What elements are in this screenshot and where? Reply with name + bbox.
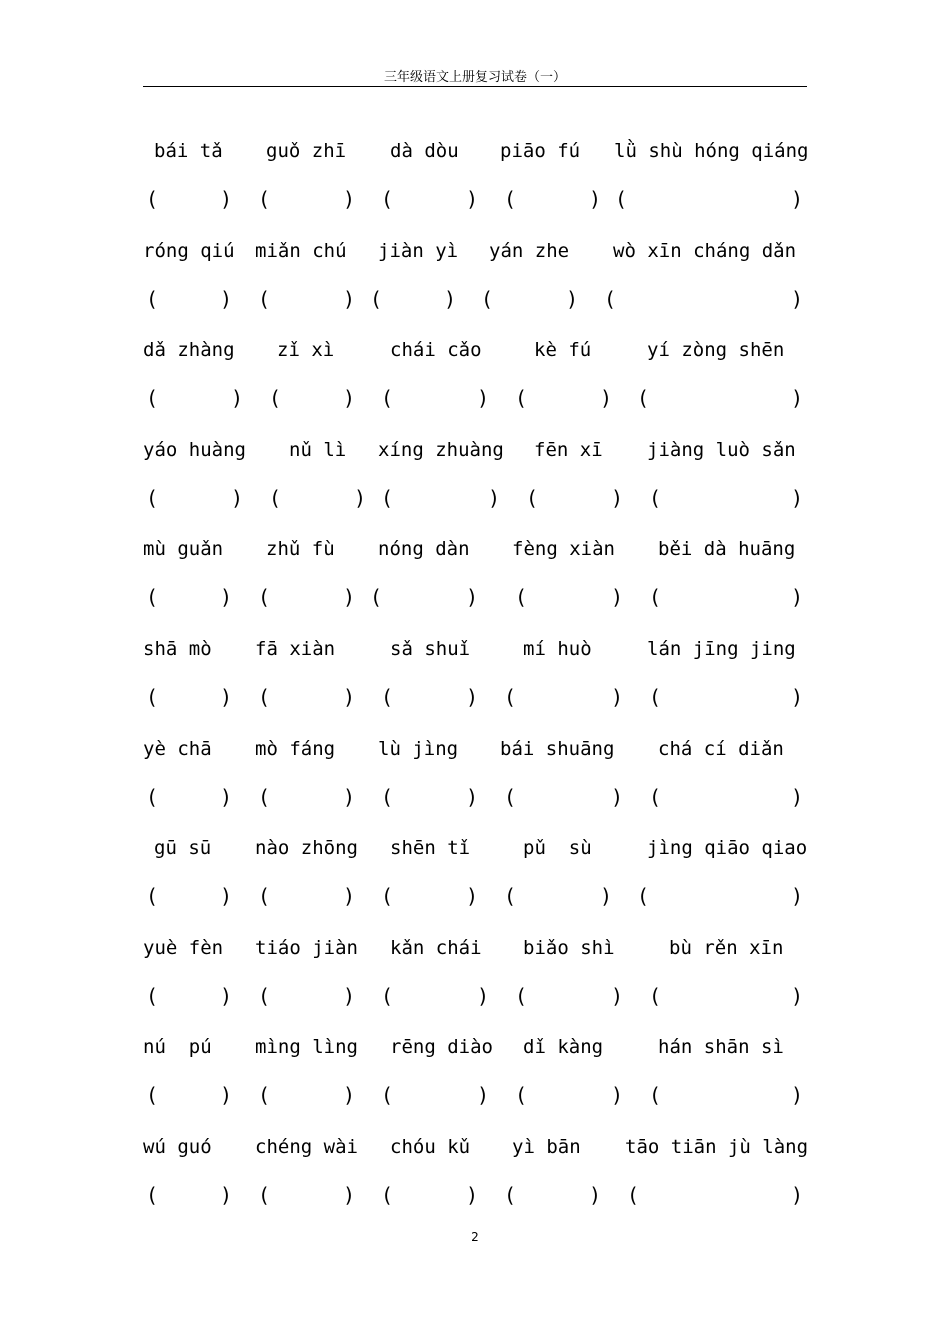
pinyin-word: fèng xiàn: [512, 538, 615, 561]
pinyin-word: lù jìng: [378, 737, 459, 760]
header-rule: [143, 86, 807, 87]
pinyin-word: rēng diào: [390, 1036, 493, 1059]
pinyin-word: jiàn yì: [378, 239, 459, 262]
answer-row: [0, 785, 950, 815]
answer-open-paren: (: [146, 983, 159, 1008]
answer-close-paren: ): [343, 1183, 356, 1207]
answer-close-paren: ): [611, 784, 624, 809]
answer-open-paren: (: [526, 485, 539, 510]
pinyin-word: biǎo shì: [523, 936, 615, 959]
answer-row: [0, 287, 950, 317]
answer-open-paren: (: [258, 1183, 271, 1207]
answer-close-paren: ): [220, 1183, 233, 1207]
pinyin-word: nú pú: [143, 1036, 212, 1059]
answer-open-paren: (: [269, 386, 282, 411]
answer-close-paren: ): [343, 585, 356, 610]
answer-close-paren: ): [791, 1083, 804, 1108]
answer-open-paren: (: [146, 386, 159, 411]
answer-open-paren: (: [515, 983, 528, 1008]
answer-close-paren: ): [444, 286, 457, 311]
answer-row: [0, 1083, 950, 1113]
answer-open-paren: (: [258, 685, 271, 709]
answer-close-paren: ): [354, 485, 367, 510]
pinyin-word: piāo fú: [500, 140, 581, 162]
answer-open-paren: (: [370, 286, 383, 311]
pinyin-word: miǎn chú: [255, 239, 347, 262]
answer-open-paren: (: [604, 286, 617, 311]
answer-open-paren: (: [381, 386, 394, 411]
answer-close-paren: ): [220, 187, 233, 211]
pinyin-word: jìng qiāo qiao: [647, 837, 808, 860]
pinyin-word: róng qiú: [143, 239, 235, 262]
pinyin-row: [0, 836, 950, 866]
answer-close-paren: ): [791, 784, 804, 809]
pinyin-word: yuè fèn: [143, 936, 224, 959]
answer-open-paren: (: [146, 187, 159, 211]
answer-close-paren: ): [466, 784, 479, 809]
answer-open-paren: (: [515, 386, 528, 411]
answer-close-paren: ): [611, 585, 624, 610]
answer-close-paren: ): [791, 884, 804, 909]
answer-close-paren: ): [231, 386, 244, 411]
answer-close-paren: ): [343, 187, 356, 211]
pinyin-word: fā xiàn: [255, 638, 336, 660]
pinyin-word: kǎn chái: [390, 936, 482, 959]
pinyin-word: dà dòu: [390, 140, 459, 162]
pinyin-word: lán jīng jing: [647, 638, 796, 660]
pinyin-word: shā mò: [143, 638, 212, 660]
pinyin-word: bái shuāng: [500, 737, 615, 760]
answer-close-paren: ): [477, 983, 490, 1008]
answer-close-paren: ): [466, 1183, 479, 1207]
answer-open-paren: (: [381, 187, 394, 211]
answer-close-paren: ): [220, 784, 233, 809]
pinyin-row: [0, 637, 950, 667]
pinyin-word: dǎ zhàng: [143, 339, 235, 362]
pinyin-word: chái cǎo: [390, 339, 482, 362]
pinyin-word: bù rěn xīn: [669, 936, 784, 959]
pinyin-word: yí zòng shēn: [647, 339, 785, 362]
pinyin-word: yáo huàng: [143, 438, 246, 461]
answer-close-paren: ): [231, 485, 244, 510]
pinyin-word: wú guó: [143, 1136, 212, 1158]
pinyin-word: yán zhe: [489, 239, 570, 262]
pinyin-word: chá cí diǎn: [658, 737, 784, 760]
answer-open-paren: (: [258, 983, 271, 1008]
pinyin-row: [0, 139, 950, 169]
answer-close-paren: ): [466, 685, 479, 709]
pinyin-word: shēn tǐ: [390, 837, 471, 860]
pinyin-word: pǔ sù: [523, 837, 592, 860]
answer-close-paren: ): [220, 286, 233, 311]
page-number: 2: [471, 1230, 479, 1244]
answer-open-paren: (: [381, 1183, 394, 1207]
answer-open-paren: (: [146, 1083, 159, 1108]
answer-open-paren: (: [146, 884, 159, 909]
answer-open-paren: (: [504, 884, 517, 909]
pinyin-word: chóu kǔ: [390, 1136, 471, 1158]
pinyin-word: sǎ shuǐ: [390, 638, 471, 660]
pinyin-word: nào zhōng: [255, 837, 358, 860]
answer-close-paren: ): [611, 983, 624, 1008]
pinyin-word: zǐ xì: [277, 339, 335, 362]
answer-close-paren: ): [589, 1183, 602, 1207]
answer-open-paren: (: [504, 1183, 517, 1207]
pinyin-word: guǒ zhī: [266, 140, 347, 162]
answer-open-paren: (: [649, 685, 662, 709]
answer-close-paren: ): [791, 286, 804, 311]
pinyin-word: kè fú: [534, 339, 592, 362]
pinyin-word: chéng wài: [255, 1136, 358, 1158]
pinyin-word: hán shān sì: [658, 1036, 784, 1059]
answer-row: [0, 685, 950, 715]
answer-row: [0, 984, 950, 1014]
answer-open-paren: (: [649, 784, 662, 809]
answer-open-paren: (: [258, 187, 271, 211]
answer-open-paren: (: [649, 485, 662, 510]
answer-close-paren: ): [566, 286, 579, 311]
pinyin-row: [0, 1035, 950, 1065]
answer-row: [0, 386, 950, 416]
pinyin-word: tiáo jiàn: [255, 936, 358, 959]
pinyin-word: bái tǎ: [154, 140, 223, 162]
pinyin-row: [0, 936, 950, 966]
answer-open-paren: (: [504, 784, 517, 809]
pinyin-word: zhǔ fù: [266, 538, 335, 561]
pinyin-row: [0, 338, 950, 368]
answer-open-paren: (: [504, 685, 517, 709]
answer-open-paren: (: [381, 784, 394, 809]
pinyin-word: wò xīn cháng dǎn: [613, 239, 797, 262]
answer-open-paren: (: [481, 286, 494, 311]
answer-close-paren: ): [611, 485, 624, 510]
answer-close-paren: ): [791, 386, 804, 411]
answer-close-paren: ): [600, 386, 613, 411]
pinyin-word: jiàng luò sǎn: [647, 438, 796, 461]
answer-close-paren: ): [343, 983, 356, 1008]
answer-close-paren: ): [589, 187, 602, 211]
answer-open-paren: (: [615, 187, 628, 211]
pinyin-word: mù guǎn: [143, 538, 224, 561]
answer-open-paren: (: [146, 485, 159, 510]
answer-close-paren: ): [220, 983, 233, 1008]
pinyin-row: [0, 438, 950, 468]
pinyin-word: gū sū: [154, 837, 212, 860]
page-header: 三年级语文上册复习试卷（一）: [383, 70, 566, 85]
pinyin-word: dǐ kàng: [523, 1036, 604, 1059]
answer-close-paren: ): [477, 1083, 490, 1108]
answer-open-paren: (: [146, 286, 159, 311]
answer-row: [0, 884, 950, 914]
answer-row: [0, 585, 950, 615]
answer-close-paren: ): [791, 585, 804, 610]
answer-close-paren: ): [477, 386, 490, 411]
answer-close-paren: ): [466, 585, 479, 610]
answer-close-paren: ): [220, 1083, 233, 1108]
pinyin-row: [0, 737, 950, 767]
answer-open-paren: (: [370, 585, 383, 610]
answer-open-paren: (: [649, 585, 662, 610]
pinyin-row: [0, 537, 950, 567]
answer-close-paren: ): [791, 983, 804, 1008]
pinyin-word: lǜ shù hóng qiáng: [614, 140, 809, 162]
pinyin-row: [0, 239, 950, 269]
answer-close-paren: ): [220, 685, 233, 709]
answer-open-paren: (: [649, 983, 662, 1008]
answer-open-paren: (: [258, 286, 271, 311]
answer-close-paren: ): [791, 485, 804, 510]
answer-close-paren: ): [791, 685, 804, 709]
answer-open-paren: (: [381, 485, 394, 510]
answer-open-paren: (: [269, 485, 282, 510]
pinyin-word: tāo tiān jù làng: [625, 1136, 809, 1158]
answer-open-paren: (: [146, 685, 159, 709]
answer-open-paren: (: [515, 1083, 528, 1108]
answer-close-paren: ): [611, 1083, 624, 1108]
answer-row: [0, 1183, 950, 1213]
answer-open-paren: (: [258, 585, 271, 610]
answer-open-paren: (: [627, 1183, 640, 1207]
answer-open-paren: (: [649, 1083, 662, 1108]
answer-open-paren: (: [381, 884, 394, 909]
answer-row: [0, 187, 950, 217]
answer-close-paren: ): [791, 187, 804, 211]
answer-close-paren: ): [611, 685, 624, 709]
pinyin-word: yè chā: [143, 737, 212, 760]
pinyin-word: nóng dàn: [378, 538, 470, 561]
pinyin-word: mò fáng: [255, 737, 336, 760]
answer-open-paren: (: [258, 884, 271, 909]
answer-close-paren: ): [343, 685, 356, 709]
answer-open-paren: (: [637, 884, 650, 909]
answer-open-paren: (: [146, 784, 159, 809]
answer-close-paren: ): [343, 286, 356, 311]
answer-close-paren: ): [343, 784, 356, 809]
answer-open-paren: (: [381, 1083, 394, 1108]
answer-close-paren: ): [220, 884, 233, 909]
answer-open-paren: (: [258, 1083, 271, 1108]
pinyin-row: [0, 1135, 950, 1165]
answer-close-paren: ): [466, 187, 479, 211]
answer-open-paren: (: [146, 585, 159, 610]
pinyin-word: mí huò: [523, 638, 592, 660]
answer-close-paren: ): [466, 884, 479, 909]
answer-open-paren: (: [381, 685, 394, 709]
answer-close-paren: ): [488, 485, 501, 510]
pinyin-word: běi dà huāng: [658, 538, 796, 561]
pinyin-word: mìng lìng: [255, 1036, 358, 1059]
answer-row: [0, 486, 950, 516]
pinyin-word: nǔ lì: [289, 438, 347, 461]
answer-open-paren: (: [381, 983, 394, 1008]
answer-open-paren: (: [146, 1183, 159, 1207]
answer-open-paren: (: [504, 187, 517, 211]
pinyin-word: fēn xī: [534, 438, 603, 461]
answer-close-paren: ): [220, 585, 233, 610]
pinyin-word: xíng zhuàng: [378, 438, 504, 461]
answer-open-paren: (: [258, 784, 271, 809]
pinyin-word: yì bān: [512, 1136, 581, 1158]
answer-close-paren: ): [600, 884, 613, 909]
answer-close-paren: ): [343, 884, 356, 909]
answer-open-paren: (: [637, 386, 650, 411]
answer-open-paren: (: [515, 585, 528, 610]
answer-close-paren: ): [791, 1183, 804, 1207]
answer-close-paren: ): [343, 1083, 356, 1108]
answer-close-paren: ): [343, 386, 356, 411]
